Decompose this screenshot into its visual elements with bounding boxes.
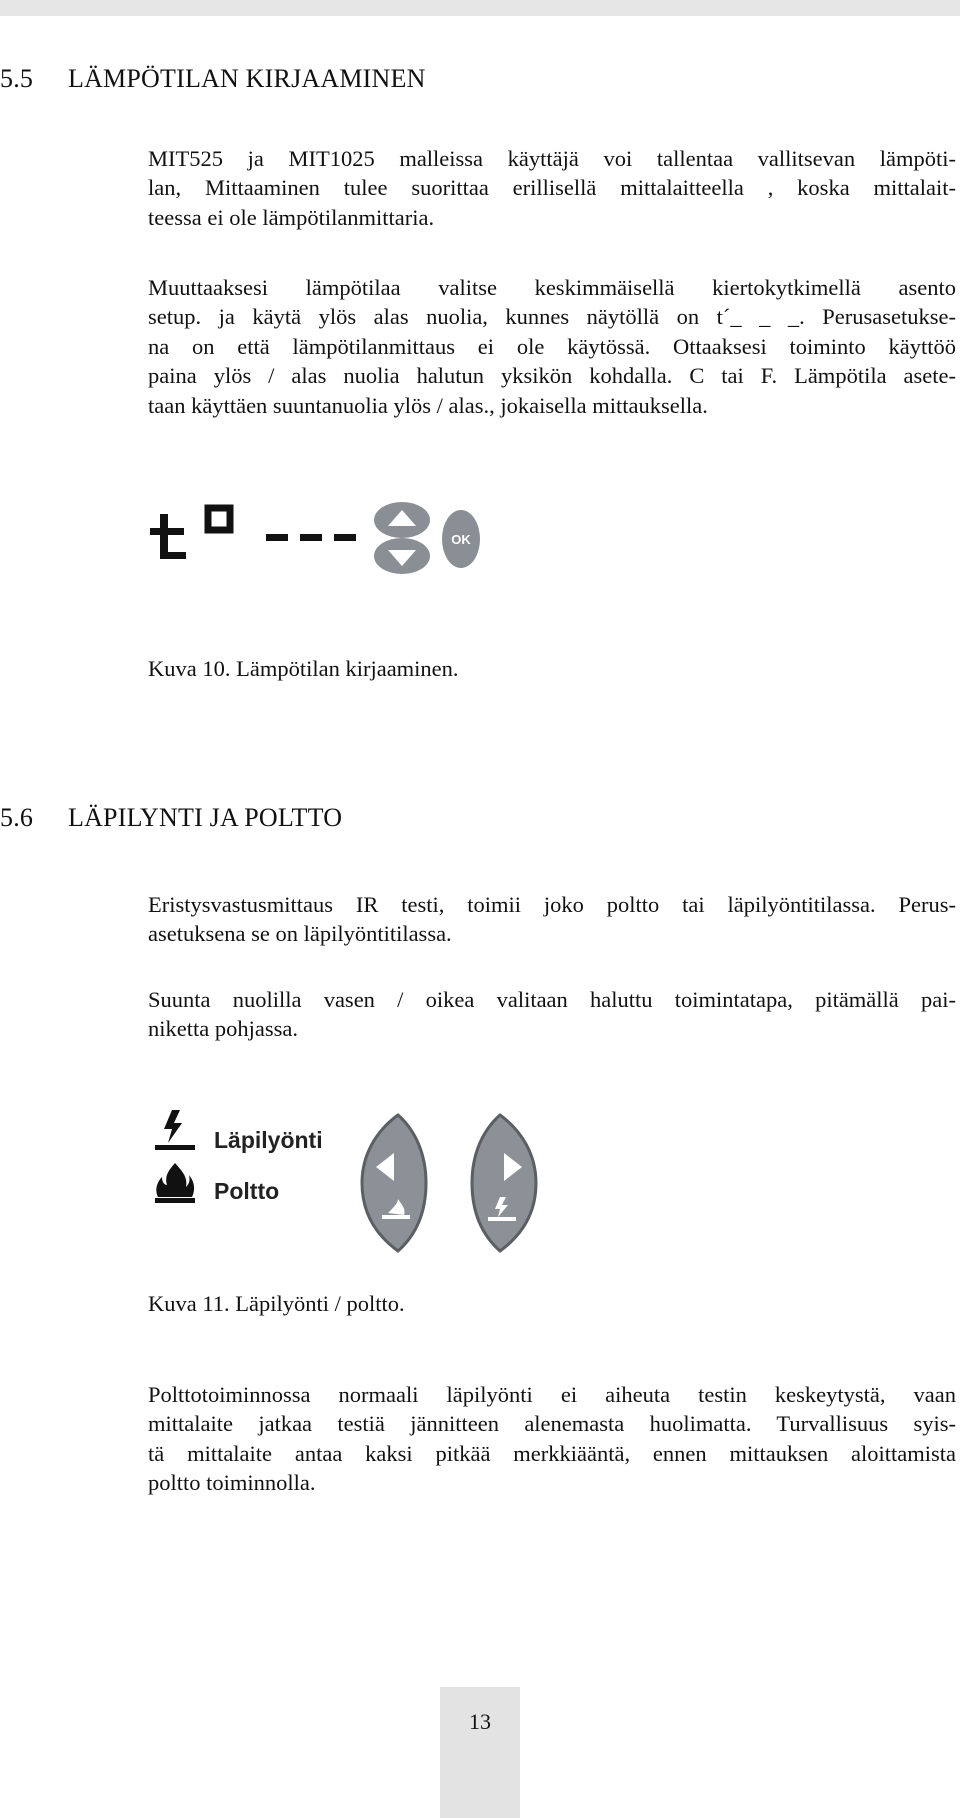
- text-line: paina ylös / alas nuolia halutun yksikön kohdalla. C tai F. Lämpötila asete-: [148, 363, 956, 389]
- paragraph-5-5-2: [148, 273, 956, 420]
- right-arrow-button-icon: [472, 1115, 536, 1251]
- text-line: asetuksena se on läpilyöntitilassa.: [148, 921, 452, 947]
- up-down-arrows-icon: [374, 502, 430, 574]
- section-number: 5.6: [0, 803, 34, 832]
- text-line: Suunta nuolilla vasen / oikea valitaan haluttu toimintatapa, pitämällä pai-: [148, 987, 956, 1012]
- top-bar: [0, 0, 960, 16]
- display-dashes: [266, 534, 356, 541]
- text-line: taan käyttäen suuntanuolia ylös / alas., jokaisella mittauksella.: [148, 392, 708, 418]
- breakdown-label: Läpilyönti: [214, 1127, 323, 1153]
- ok-label: OK: [451, 532, 471, 547]
- text-line: tä mittalaite antaa kaksi pitkää merkkiääntä, ennen mittauksen aloittamista: [148, 1440, 956, 1466]
- ok-button-icon: [442, 510, 480, 568]
- text-line: Muuttaaksesi lämpötilaa valitse keskimmäisellä kiertokytkimellä asento: [148, 275, 956, 300]
- text-line: niketta pohjassa.: [148, 1016, 298, 1042]
- left-arrow-button-icon: [362, 1115, 426, 1251]
- text-line: Eristysvastusmittaus IR testi, toimii joko poltto tai läpilyöntitilassa. Perus-: [148, 892, 956, 917]
- page-number: 13: [469, 1709, 491, 1734]
- paragraph-5-5-1: [148, 144, 956, 232]
- text-line: lan, Mittaaminen tulee suorittaa erillisellä mittalaitteella , koska mittalait-: [148, 175, 956, 201]
- figure-caption-11: Kuva 11. Läpilyönti / poltto.: [148, 1291, 405, 1316]
- section-number: 5.5: [0, 64, 34, 93]
- text-line: Polttotoiminnossa normaali läpilyönti ei aiheuta testin keskeytystä, vaan: [148, 1382, 956, 1407]
- text-line: MIT525 ja MIT1025 malleissa käyttäjä voi tallentaa vallitsevan lämpöti-: [148, 146, 956, 171]
- text-line: teessa ei ole lämpötilanmittaria.: [148, 204, 435, 230]
- section-title: LÄMPÖTILAN KIRJAAMINEN: [68, 64, 426, 93]
- figure-caption-10: Kuva 10. Lämpötilan kirjaaminen.: [148, 656, 459, 681]
- text-line: poltto toiminnolla.: [148, 1470, 316, 1496]
- section-title: LÄPILYNTI JA POLTTO: [68, 803, 343, 832]
- text-line: mittalaite jatkaa testiä jännitteen alenemasta huolimatta. Turvallisuus syis-: [148, 1411, 956, 1437]
- paragraph-5-6-2: [148, 985, 956, 1044]
- paragraph-5-6-3: [148, 1380, 956, 1498]
- paragraph-5-6-1: [148, 890, 956, 949]
- section-heading-5-6: [0, 803, 342, 833]
- text-line: setup. ja käytä ylös alas nuolia, kunnes näytöllä on t´_ _ _. Perusasetukse-: [148, 304, 956, 330]
- display-t-degree-glyph: [150, 508, 230, 559]
- section-heading-5-5: [0, 64, 426, 94]
- temperature-display-figure: [150, 490, 490, 590]
- lightning-icon: [155, 1110, 195, 1150]
- flame-icon: [155, 1163, 195, 1203]
- breakdown-burn-figure: [150, 1105, 540, 1255]
- page-number-box: [440, 1687, 520, 1818]
- text-line: na on että lämpötilanmittaus ei ole käytössä. Ottaaksesi toiminto käyttöö: [148, 333, 956, 359]
- burn-label: Poltto: [214, 1178, 280, 1204]
